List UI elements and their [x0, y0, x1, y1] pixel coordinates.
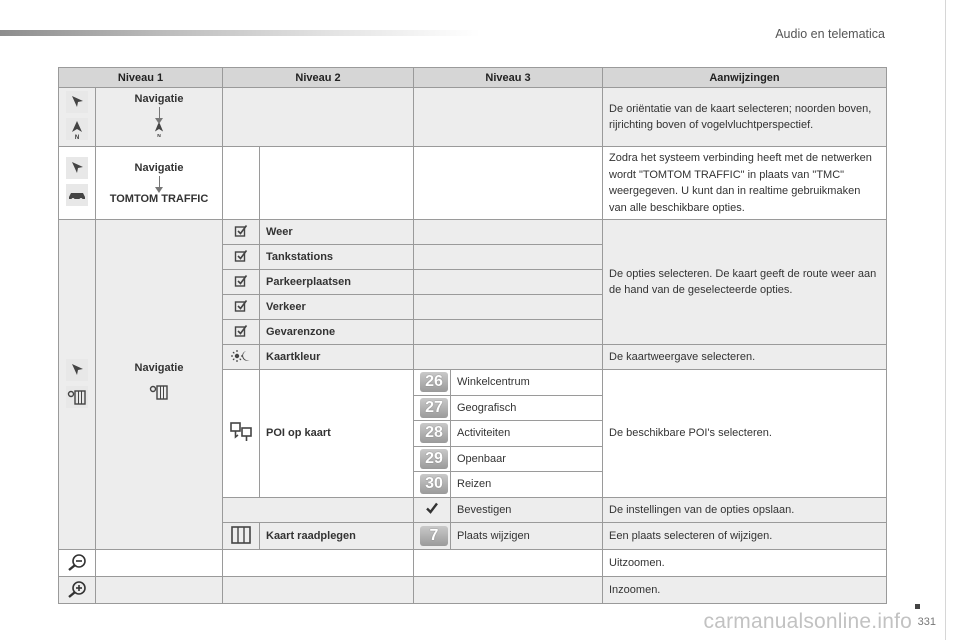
table-row [59, 220, 887, 245]
day-night-icon [231, 349, 251, 363]
row-description: Inzoomen. [603, 577, 887, 604]
row-description: De opties selecteren. De kaart geeft de route weer aan de hand van de geselecteerde opties. [603, 220, 887, 345]
option-icon-cell [223, 295, 260, 320]
header-gradient-bar [0, 30, 480, 36]
level3-empty-cell [414, 345, 603, 370]
number-badge: 29 [420, 449, 448, 469]
table-row [59, 88, 887, 147]
table-row [59, 577, 887, 604]
option-label: Activiteiten [451, 421, 603, 447]
level2-empty-cell [223, 497, 414, 523]
level3-empty-cell [414, 295, 603, 320]
level1-empty-cell [96, 577, 223, 604]
table-row [59, 550, 887, 577]
row-description: De instellingen van de opties opslaan. [603, 497, 887, 523]
menu-label-navigatie: Navigatie [134, 161, 184, 174]
option-icon-cell [223, 345, 260, 370]
zoom-out-icon [66, 553, 88, 571]
level3-empty-cell [414, 220, 603, 245]
level2-empty-cell [223, 147, 260, 220]
traffic-car-icon [66, 184, 88, 206]
option-label: Parkeerplaatsen [260, 270, 414, 295]
level3-empty-cell [414, 270, 603, 295]
option-label: POI op kaart [260, 370, 414, 498]
map-settings-icon [148, 381, 170, 403]
option-icon-cell [223, 270, 260, 295]
watermark: carmanualsonline.info [703, 610, 912, 633]
level2-cell [96, 147, 223, 220]
menu-label-tomtom-traffic: TOMTOM TRAFFIC [109, 192, 209, 205]
badge-cell [414, 497, 451, 523]
page-number: 331 [917, 616, 936, 628]
row-description: Zodra het systeem verbinding heeft met de netwerken wordt "TOMTOM TRAFFIC" in plaats van "TMC" weergegeven. U kunt dan in realtime gebruikmaken van alle beschikbare opties. [603, 147, 887, 220]
level1-empty-cell [96, 550, 223, 577]
table-row [59, 147, 887, 220]
map-settings-icon [66, 386, 88, 408]
level2-cell [96, 88, 223, 147]
badge-cell [414, 370, 451, 396]
badge-cell [414, 472, 451, 498]
row-description: De kaartweergave selecteren. [603, 345, 887, 370]
menu-label-navigatie: Navigatie [134, 92, 184, 105]
navigation-menu-table [58, 67, 887, 604]
checkmark-icon [426, 502, 438, 514]
flow-arrow [159, 107, 160, 119]
navigation-arrow-icon [66, 91, 88, 113]
poi-icon [229, 420, 253, 444]
level2-empty-cell [223, 577, 414, 604]
option-label: Reizen [451, 472, 603, 498]
option-label: Bevestigen [451, 497, 603, 523]
row-description: De oriëntatie van de kaart selecteren; noorden boven, rijrichting boven of vogelvluchtperspectief. [603, 88, 887, 147]
level3-empty-cell [414, 577, 603, 604]
level2-empty-cell [223, 88, 414, 147]
level3-empty-cell [414, 320, 603, 345]
north-compass-icon [66, 118, 88, 140]
level2-empty-cell [223, 550, 414, 577]
number-badge: 30 [420, 474, 448, 494]
map-icon [230, 525, 252, 545]
column-header-niveau-2: Niveau 2 [223, 68, 414, 88]
option-label: Winkelcentrum [451, 370, 603, 396]
menu-label-navigatie: Navigatie [134, 362, 184, 374]
option-label: Gevarenzone [260, 320, 414, 345]
column-header-niveau-3: Niveau 3 [414, 68, 603, 88]
level1-icons-cell [59, 88, 96, 147]
row-description: Uitzoomen. [603, 550, 887, 577]
page-marker [915, 604, 920, 609]
checkbox-icon [234, 224, 248, 238]
section-title: Audio en telematica [775, 27, 885, 41]
level2-empty-cell [260, 147, 414, 220]
level1-icons-cell [59, 577, 96, 604]
option-label: Plaats wijzigen [451, 523, 603, 550]
level1-icons-cell [59, 220, 96, 550]
level1-icons-cell [59, 550, 96, 577]
badge-cell [414, 446, 451, 472]
level3-empty-cell [414, 550, 603, 577]
option-label: Weer [260, 220, 414, 245]
level1-icons-cell [59, 147, 96, 220]
column-header-niveau-1: Niveau 1 [59, 68, 223, 88]
right-margin-rule [945, 0, 946, 640]
option-icon-cell [223, 370, 260, 498]
checkbox-icon [234, 324, 248, 338]
option-label: Verkeer [260, 295, 414, 320]
number-badge: 28 [420, 423, 448, 443]
option-label: Geografisch [451, 395, 603, 421]
navigation-arrow-icon [66, 157, 88, 179]
option-icon-cell [223, 220, 260, 245]
option-icon-cell [223, 245, 260, 270]
row-description: De beschikbare POI's selecteren. [603, 370, 887, 498]
level3-empty-cell [414, 88, 603, 147]
checkbox-icon [234, 299, 248, 313]
level3-empty-cell [414, 245, 603, 270]
option-icon-cell [223, 523, 260, 550]
svg-text:N: N [74, 135, 80, 140]
option-icon-cell [223, 320, 260, 345]
option-label: Kaart raadplegen [260, 523, 414, 550]
zoom-in-icon [66, 580, 88, 598]
number-badge: 7 [420, 526, 448, 546]
column-header-aanwijzingen: Aanwijzingen [603, 68, 887, 88]
table-header-row [59, 68, 887, 88]
number-badge: 26 [420, 372, 448, 392]
badge-cell [414, 523, 451, 550]
level3-empty-cell [414, 147, 603, 220]
option-label: Kaartkleur [260, 345, 414, 370]
option-label: Openbaar [451, 446, 603, 472]
checkbox-icon [234, 249, 248, 263]
level2-cell [96, 220, 223, 550]
checkbox-icon [234, 274, 248, 288]
badge-cell [414, 421, 451, 447]
option-label: Tankstations [260, 245, 414, 270]
row-description: Een plaats selecteren of wijzigen. [603, 523, 887, 550]
number-badge: 27 [420, 398, 448, 418]
badge-cell [414, 395, 451, 421]
svg-text:N: N [157, 133, 161, 138]
flow-arrow [159, 176, 160, 188]
navigation-arrow-icon [66, 359, 88, 381]
